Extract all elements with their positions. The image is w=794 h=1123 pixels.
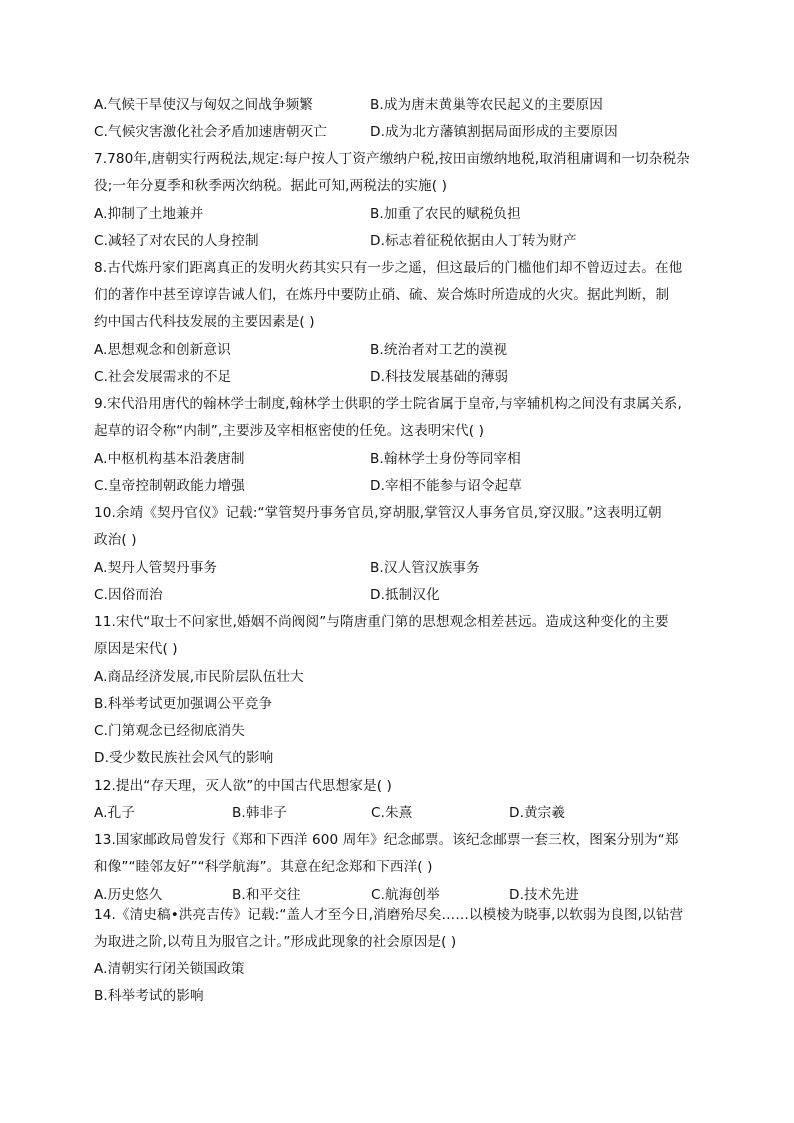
q6-option-b: B.成为唐末黄巢等农民起义的主要原因 [370,97,603,113]
q6-option-a: A.气候干旱使汉与匈奴之间战争频繁 [94,97,313,113]
q12-option-b: B.韩非子 [232,805,287,821]
q11-option-a: A.商品经济发展,市民阶层队伍壮大 [94,669,304,685]
q9-option-b: B.翰林学士身份等同宰相 [370,451,521,467]
q10-option-a: A.契丹人管契丹事务 [94,560,218,576]
q11-stem-line1: 11.宋代“取士不问家世,婚姻不尚阀阅”与隋唐重门第的思想观念相差甚远。造成这种变化的主要 [94,614,669,630]
q8-option-d: D.科技发展基础的薄弱 [370,369,509,385]
q12-option-c: C.朱熹 [371,805,413,821]
q13-stem-line2: 和像”“睦邻友好”“科学航海”。其意在纪念郑和下西洋( ) [94,859,433,875]
q12-option-a: A.孔子 [94,805,135,821]
q7-stem-line1: 7.780年,唐朝实行两税法,规定:每户按人丁资产缴纳户税,按田亩缴纳地税,取消租庸调和一切杂税杂 [94,151,690,167]
q8-stem-line2: 们的著作中甚至谆谆告诫人们，在炼丹中要防止硝、硫、炭合炼时所造成的火灾。据此判断，制 [94,287,670,303]
q6-option-c: C.气候灾害激化社会矛盾加速唐朝灭亡 [94,124,328,140]
q14-stem-line1: 14.《清史稿•洪亮吉传》记载:“盖人才至今日,消磨殆尽矣……以模棱为晓事,以软弱为良图,以钻营 [94,907,684,923]
q14-option-b: B.科举考试的影响 [94,988,204,1004]
q9-stem-line1: 9.宋代沿用唐代的翰林学士制度,翰林学士供职的学士院省属于皇帝,与宰辅机构之间没有隶属关系, [94,396,682,412]
q7-stem-line2: 役;一年分夏季和秋季两次纳税。据此可知,两税法的实施( ) [94,178,447,194]
q7-option-c: C.减轻了对农民的人身控制 [94,233,259,249]
q13-stem-line1: 13.国家邮政局曾发行《郑和下西洋 600 周年》纪念邮票。该纪念邮票一套三枚，图案分别为“郑 [94,832,679,848]
q11-option-d: D.受少数民族社会风气的影响 [94,750,274,766]
q10-stem-line1: 10.余靖《契丹官仪》记载:“掌管契丹事务官员,穿胡服,掌管汉人事务官员,穿汉服。”这表明辽朝 [94,505,662,521]
q8-stem-line1: 8.古代炼丹家们距离真正的发明火药其实只有一步之遥，但这最后的门槛他们却不曾迈过去。在他 [94,260,683,276]
q7-option-b: B.加重了农民的赋税负担 [370,206,521,222]
q8-option-c: C.社会发展需求的不足 [94,369,232,385]
q8-option-a: A.思想观念和创新意识 [94,342,231,358]
q8-option-b: B.统治者对工艺的漠视 [370,342,508,358]
q13-option-a: A.历史悠久 [94,887,163,903]
q11-option-c: C.门第观念已经彻底消失 [94,723,245,739]
q12-option-d: D.黄宗羲 [509,805,566,821]
q12-stem-line1: 12.提出“存天理，灭人欲”的中国古代思想家是( ) [94,778,392,794]
q9-stem-line2: 起草的诏令称“内制”,主要涉及宰相枢密使的任免。这表明宋代( ) [94,423,484,439]
q11-stem-line2: 原因是宋代( ) [94,641,178,657]
q6-option-d: D.成为北方藩镇割据局面形成的主要原因 [370,124,618,140]
q10-stem-line2: 政治( ) [94,532,137,548]
q9-option-a: A.中枢机构基本沿袭唐制 [94,451,245,467]
q14-stem-line2: 为取进之阶,以苟且为服官之计。”形成此现象的社会原因是( ) [94,934,457,950]
q8-stem-line3: 约中国古代科技发展的主要因素是( ) [94,314,315,330]
q11-option-b: B.科举考试更加强调公平竞争 [94,696,273,712]
q7-option-a: A.抑制了土地兼并 [94,206,204,222]
q14-option-a: A.清朝实行闭关锁国政策 [94,961,245,977]
q9-option-d: D.宰相不能参与诏令起草 [370,478,522,494]
q10-option-b: B.汉人管汉族事务 [370,560,480,576]
q13-option-b: B.和平交往 [232,887,301,903]
q13-option-d: D.技术先进 [509,887,579,903]
q7-option-d: D.标志着征税依据由人丁转为财产 [370,233,577,249]
q13-option-c: C.航海创举 [371,887,440,903]
q10-option-d: D.抵制汉化 [370,587,440,603]
q10-option-c: C.因俗而治 [94,587,163,603]
q9-option-c: C.皇帝控制朝政能力增强 [94,478,245,494]
